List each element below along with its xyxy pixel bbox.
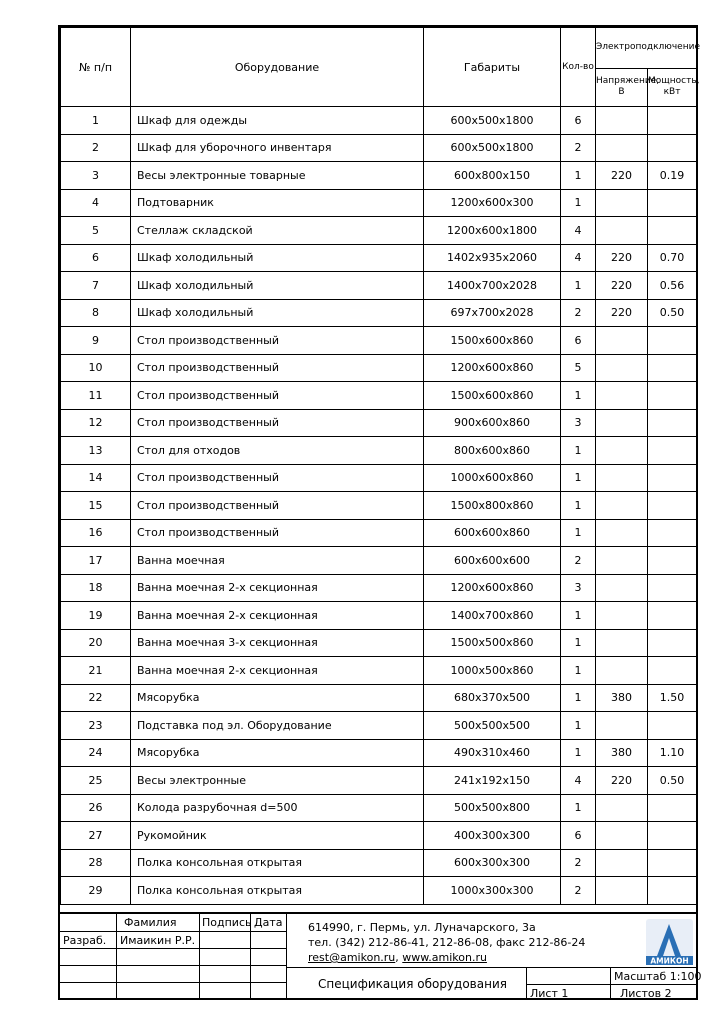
table-row <box>61 189 697 217</box>
cell-power <box>648 327 697 355</box>
cell-power <box>648 712 697 740</box>
cell-power <box>648 134 697 162</box>
cell-qty: 4 <box>561 244 596 272</box>
cell-num: 3 <box>61 162 131 190</box>
company-address: 614990, г. Пермь, ул. Луначарского, 3а <box>308 921 536 934</box>
cell-power: 1.50 <box>648 684 697 712</box>
logo-text: АМИКОН <box>650 956 689 966</box>
cell-dimensions: 1500х600х860 <box>424 382 561 410</box>
cell-dimensions: 900х600х860 <box>424 409 561 437</box>
table-row <box>61 822 697 850</box>
cell-qty: 5 <box>561 354 596 382</box>
cell-equipment: Ванна моечная <box>131 547 424 575</box>
cell-power <box>648 849 697 877</box>
cell-voltage <box>596 877 648 905</box>
col-header-equipment: Оборудование <box>131 28 424 107</box>
cell-dimensions: 1500х800х860 <box>424 492 561 520</box>
cell-qty: 1 <box>561 794 596 822</box>
cell-voltage: 380 <box>596 739 648 767</box>
stamp-role: Разраб. <box>63 934 107 947</box>
cell-equipment: Рукомойник <box>131 822 424 850</box>
table-row <box>61 217 697 245</box>
col-header-num: № п/п <box>61 28 131 107</box>
cell-power <box>648 794 697 822</box>
cell-dimensions: 1000х600х860 <box>424 464 561 492</box>
cell-voltage: 220 <box>596 272 648 300</box>
cell-power <box>648 547 697 575</box>
table-row <box>61 712 697 740</box>
cell-num: 17 <box>61 547 131 575</box>
cell-voltage <box>596 794 648 822</box>
cell-power: 0.19 <box>648 162 697 190</box>
cell-equipment: Полка консольная открытая <box>131 877 424 905</box>
cell-power <box>648 492 697 520</box>
cell-num: 11 <box>61 382 131 410</box>
cell-num: 14 <box>61 464 131 492</box>
cell-dimensions: 600х600х600 <box>424 547 561 575</box>
cell-qty: 1 <box>561 189 596 217</box>
cell-power <box>648 877 697 905</box>
company-phones: тел. (342) 212-86-41, 212-86-08, факс 212-86-24 <box>308 936 586 949</box>
cell-equipment: Ванна моечная 2-х секционная <box>131 602 424 630</box>
cell-qty: 1 <box>561 629 596 657</box>
cell-dimensions: 500х500х500 <box>424 712 561 740</box>
table-row <box>61 739 697 767</box>
cell-qty: 6 <box>561 107 596 135</box>
cell-dimensions: 490х310х460 <box>424 739 561 767</box>
cell-voltage <box>596 822 648 850</box>
cell-dimensions: 600х500х1800 <box>424 134 561 162</box>
cell-num: 26 <box>61 794 131 822</box>
cell-num: 19 <box>61 602 131 630</box>
cell-voltage <box>596 354 648 382</box>
sheets-count: Листов 2 <box>620 987 672 1000</box>
cell-qty: 1 <box>561 162 596 190</box>
cell-power <box>648 822 697 850</box>
cell-voltage <box>596 712 648 740</box>
cell-equipment: Подтоварник <box>131 189 424 217</box>
cell-qty: 1 <box>561 519 596 547</box>
cell-num: 13 <box>61 437 131 465</box>
sheet-title: Спецификация оборудования <box>318 977 507 991</box>
cell-equipment: Мясорубка <box>131 684 424 712</box>
cell-qty: 1 <box>561 657 596 685</box>
cell-voltage: 220 <box>596 299 648 327</box>
cell-voltage <box>596 492 648 520</box>
cell-voltage <box>596 382 648 410</box>
cell-dimensions: 400х300х300 <box>424 822 561 850</box>
cell-equipment: Ванна моечная 3-х секционная <box>131 629 424 657</box>
cell-equipment: Стол для отходов <box>131 437 424 465</box>
table-row <box>61 134 697 162</box>
cell-qty: 1 <box>561 492 596 520</box>
table-row <box>61 327 697 355</box>
cell-power <box>648 519 697 547</box>
table-row <box>61 547 697 575</box>
cell-num: 7 <box>61 272 131 300</box>
cell-qty: 1 <box>561 382 596 410</box>
cell-num: 24 <box>61 739 131 767</box>
cell-qty: 2 <box>561 134 596 162</box>
cell-dimensions: 1500х600х860 <box>424 327 561 355</box>
cell-power <box>648 107 697 135</box>
cell-equipment: Стол производственный <box>131 382 424 410</box>
cell-power <box>648 409 697 437</box>
cell-voltage <box>596 107 648 135</box>
cell-voltage <box>596 464 648 492</box>
table-row <box>61 519 697 547</box>
stamp-col-surname: Фамилия <box>124 916 177 929</box>
drawing-sheet <box>58 25 702 1000</box>
cell-voltage <box>596 409 648 437</box>
cell-equipment: Весы электронные <box>131 767 424 795</box>
cell-voltage <box>596 134 648 162</box>
table-row <box>61 602 697 630</box>
cell-equipment: Весы электронные товарные <box>131 162 424 190</box>
cell-dimensions: 1400х700х2028 <box>424 272 561 300</box>
cell-qty: 2 <box>561 877 596 905</box>
cell-dimensions: 1000х300х300 <box>424 877 561 905</box>
cell-equipment: Стол производственный <box>131 464 424 492</box>
cell-num: 10 <box>61 354 131 382</box>
cell-equipment: Шкаф для одежды <box>131 107 424 135</box>
company-logo <box>643 916 696 968</box>
cell-num: 27 <box>61 822 131 850</box>
cell-equipment: Стол производственный <box>131 354 424 382</box>
cell-dimensions: 680х370х500 <box>424 684 561 712</box>
cell-power <box>648 437 697 465</box>
cell-num: 1 <box>61 107 131 135</box>
cell-voltage <box>596 217 648 245</box>
amikon-logo-icon <box>643 916 696 968</box>
cell-voltage: 220 <box>596 767 648 795</box>
cell-equipment: Шкаф холодильный <box>131 299 424 327</box>
cell-dimensions: 1200х600х300 <box>424 189 561 217</box>
cell-voltage <box>596 519 648 547</box>
cell-dimensions: 1200х600х860 <box>424 574 561 602</box>
cell-power <box>648 464 697 492</box>
cell-dimensions: 600х600х860 <box>424 519 561 547</box>
website-link[interactable]: www.amikon.ru <box>402 951 487 964</box>
cell-equipment: Шкаф холодильный <box>131 272 424 300</box>
cell-voltage <box>596 602 648 630</box>
col-header-power: Мощность, кВт <box>648 68 697 107</box>
cell-num: 6 <box>61 244 131 272</box>
cell-equipment: Стол производственный <box>131 409 424 437</box>
cell-dimensions: 600х800х150 <box>424 162 561 190</box>
cell-qty: 1 <box>561 712 596 740</box>
cell-equipment: Шкаф для уборочного инвентаря <box>131 134 424 162</box>
cell-equipment: Ванна моечная 2-х секционная <box>131 657 424 685</box>
cell-dimensions: 1200х600х1800 <box>424 217 561 245</box>
cell-qty: 6 <box>561 822 596 850</box>
table-row <box>61 794 697 822</box>
cell-power <box>648 217 697 245</box>
table-row <box>61 492 697 520</box>
cell-num: 20 <box>61 629 131 657</box>
cell-voltage <box>596 657 648 685</box>
cell-qty: 3 <box>561 574 596 602</box>
cell-num: 28 <box>61 849 131 877</box>
cell-num: 25 <box>61 767 131 795</box>
stamp-developer: Имаикин Р.Р. <box>120 934 196 947</box>
cell-num: 18 <box>61 574 131 602</box>
cell-num: 2 <box>61 134 131 162</box>
table-row <box>61 877 697 905</box>
cell-voltage <box>596 189 648 217</box>
cell-dimensions: 697х700х2028 <box>424 299 561 327</box>
cell-dimensions: 1402х935х2060 <box>424 244 561 272</box>
cell-dimensions: 241х192х150 <box>424 767 561 795</box>
cell-dimensions: 600х300х300 <box>424 849 561 877</box>
table-row <box>61 464 697 492</box>
cell-num: 8 <box>61 299 131 327</box>
cell-power: 0.50 <box>648 299 697 327</box>
cell-num: 4 <box>61 189 131 217</box>
cell-qty: 2 <box>561 547 596 575</box>
cell-num: 9 <box>61 327 131 355</box>
cell-qty: 4 <box>561 767 596 795</box>
table-row <box>61 299 697 327</box>
cell-num: 15 <box>61 492 131 520</box>
table-row <box>61 437 697 465</box>
cell-equipment: Полка консольная открытая <box>131 849 424 877</box>
cell-power <box>648 382 697 410</box>
table-row <box>61 574 697 602</box>
cell-equipment: Стол производственный <box>131 519 424 547</box>
cell-num: 23 <box>61 712 131 740</box>
cell-equipment: Колода разрубочная d=500 <box>131 794 424 822</box>
table-row <box>61 684 697 712</box>
cell-qty: 2 <box>561 849 596 877</box>
email-link[interactable]: rest@amikon.ru <box>308 951 396 964</box>
cell-voltage <box>596 574 648 602</box>
cell-equipment: Подставка под эл. Оборудование <box>131 712 424 740</box>
table-row <box>61 162 697 190</box>
cell-equipment: Шкаф холодильный <box>131 244 424 272</box>
cell-power <box>648 602 697 630</box>
table-row <box>61 354 697 382</box>
cell-num: 5 <box>61 217 131 245</box>
table-row <box>61 272 697 300</box>
cell-qty: 1 <box>561 602 596 630</box>
cell-qty: 1 <box>561 272 596 300</box>
cell-voltage: 380 <box>596 684 648 712</box>
cell-voltage <box>596 849 648 877</box>
cell-qty: 1 <box>561 684 596 712</box>
cell-power: 0.50 <box>648 767 697 795</box>
table-row <box>61 409 697 437</box>
cell-num: 16 <box>61 519 131 547</box>
table-row <box>61 382 697 410</box>
sheet-number: Лист 1 <box>530 987 569 1000</box>
cell-equipment: Стол производственный <box>131 492 424 520</box>
cell-power: 0.70 <box>648 244 697 272</box>
cell-qty: 6 <box>561 327 596 355</box>
cell-dimensions: 1500х500х860 <box>424 629 561 657</box>
cell-dimensions: 500х500х800 <box>424 794 561 822</box>
cell-qty: 3 <box>561 409 596 437</box>
cell-voltage <box>596 629 648 657</box>
cell-equipment: Стол производственный <box>131 327 424 355</box>
cell-power: 1.10 <box>648 739 697 767</box>
cell-num: 12 <box>61 409 131 437</box>
cell-num: 21 <box>61 657 131 685</box>
cell-dimensions: 1400х700х860 <box>424 602 561 630</box>
cell-qty: 1 <box>561 739 596 767</box>
cell-voltage: 220 <box>596 162 648 190</box>
col-header-power-group: Электроподключение <box>596 28 697 69</box>
table-row <box>61 107 697 135</box>
col-header-voltage: Напряжение, В <box>596 68 648 107</box>
cell-qty: 2 <box>561 299 596 327</box>
cell-dimensions: 800х600х860 <box>424 437 561 465</box>
cell-equipment: Мясорубка <box>131 739 424 767</box>
cell-power: 0.56 <box>648 272 697 300</box>
cell-equipment: Стеллаж складской <box>131 217 424 245</box>
table-row <box>61 767 697 795</box>
cell-power <box>648 354 697 382</box>
cell-qty: 1 <box>561 464 596 492</box>
stamp-col-date: Дата <box>254 916 283 929</box>
table-row <box>61 629 697 657</box>
table-row <box>61 657 697 685</box>
cell-voltage <box>596 547 648 575</box>
cell-power <box>648 189 697 217</box>
cell-voltage <box>596 437 648 465</box>
cell-voltage <box>596 327 648 355</box>
cell-voltage: 220 <box>596 244 648 272</box>
scale: Масштаб 1:100 <box>614 970 702 983</box>
col-header-qty: Кол-во <box>561 28 596 107</box>
equipment-spec-table <box>60 27 700 905</box>
cell-power <box>648 657 697 685</box>
cell-power <box>648 629 697 657</box>
cell-dimensions: 600х500х1800 <box>424 107 561 135</box>
cell-qty: 4 <box>561 217 596 245</box>
col-header-dimensions: Габариты <box>424 28 561 107</box>
table-row <box>61 849 697 877</box>
cell-equipment: Ванна моечная 2-х секционная <box>131 574 424 602</box>
cell-power <box>648 574 697 602</box>
cell-dimensions: 1200х600х860 <box>424 354 561 382</box>
cell-num: 22 <box>61 684 131 712</box>
table-row <box>61 244 697 272</box>
cell-qty: 1 <box>561 437 596 465</box>
cell-dimensions: 1000х500х860 <box>424 657 561 685</box>
title-block: Фамилия Подпись Дата Разраб. Имаикин Р.Р. 614990, г. Пермь, ул. Луначарского, 3а тел. (342) 212-86-41, 212-86-08, факс 212-86-24 rest@amikon.ru, www.amikon.ru Спецификация оборудования Масштаб 1:100 Лист 1 Листов 2 АМИКОН <box>60 912 696 1000</box>
cell-num: 29 <box>61 877 131 905</box>
stamp-col-signature: Подпись <box>202 916 252 929</box>
